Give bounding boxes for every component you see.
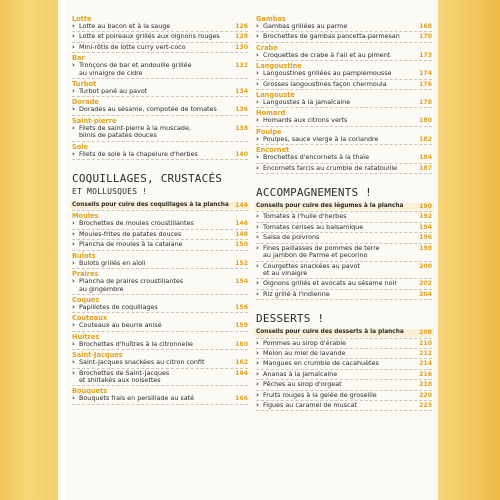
dashed-divider: [256, 107, 432, 108]
chevron-right-icon: ›: [72, 61, 75, 70]
toc-entry-page-number: 182: [419, 135, 432, 143]
toc-entry[interactable]: [256, 136, 432, 143]
toc-entry[interactable]: [256, 154, 432, 161]
toc-entry[interactable]: [72, 322, 248, 329]
toc-entry[interactable]: [256, 402, 432, 409]
toc-entry-title: Bouquets frais en persillade au saté: [79, 394, 195, 403]
toc-entry-title: Lotte au bacon et à la sauge: [79, 22, 171, 30]
toc-entry[interactable]: [256, 360, 432, 367]
category-label: Bulots: [72, 251, 96, 260]
toc-entry-page-number: 174: [419, 70, 432, 78]
toc-entry-title: Grosses langoustines façon chermoula: [263, 79, 387, 88]
toc-entry-title: Homards aux citrons verts: [263, 116, 348, 125]
toc-entry-page-number: 132: [235, 62, 248, 70]
table-of-contents-page: [66, 0, 434, 500]
toc-entry-title: Conseils pour cuire des légumes à la plancha: [256, 203, 404, 210]
toc-entry-title: Couteaux au beurre anisé: [79, 321, 162, 330]
toc-entry[interactable]: [256, 392, 432, 399]
chevron-right-icon: ›: [72, 258, 75, 267]
chevron-right-icon: ›: [256, 116, 259, 125]
dashed-divider: [72, 349, 248, 350]
toc-entry[interactable]: [256, 291, 432, 298]
chevron-right-icon: ›: [256, 380, 259, 389]
chevron-right-icon: ›: [256, 50, 259, 59]
toc-entry-title: Papillotes de coquillages: [79, 302, 158, 311]
toc-entry[interactable]: [256, 245, 432, 260]
chevron-right-icon: ›: [72, 149, 75, 158]
chevron-right-icon: ›: [256, 98, 259, 107]
dashed-divider: [256, 89, 432, 90]
chevron-right-icon: ›: [256, 79, 259, 88]
dashed-divider: [256, 144, 432, 145]
category-label: Encornet: [256, 146, 290, 155]
chevron-right-icon: ›: [72, 321, 75, 330]
chevron-right-icon: ›: [72, 42, 75, 51]
category-label: Bouquets: [72, 387, 108, 396]
toc-entry[interactable]: [72, 395, 248, 402]
toc-entry-page-number: 192: [419, 213, 432, 221]
category-label: Praires: [72, 270, 99, 279]
toc-entry-page-number: 196: [419, 234, 432, 242]
toc-entry[interactable]: [256, 340, 432, 347]
toc-entry[interactable]: [72, 23, 248, 30]
dashed-divider: [256, 42, 432, 43]
toc-entry-page-number: 146: [235, 220, 248, 228]
category-label: Langoustine: [256, 62, 302, 71]
chevron-right-icon: ›: [256, 153, 259, 162]
toc-entry-title: Langoustines grillées au pamplemousse: [263, 69, 392, 78]
section-title-desserts: DESSERTS !: [256, 312, 325, 326]
chevron-right-icon: ›: [256, 390, 259, 399]
toc-entry[interactable]: [72, 304, 248, 311]
dashed-divider: [72, 312, 248, 313]
toc-entry[interactable]: [256, 371, 432, 378]
toc-tips-entry[interactable]: [254, 329, 434, 336]
toc-entry-title: Riz grillé à l'indienne: [263, 289, 330, 298]
toc-entry-page-number: 166: [235, 395, 248, 403]
toc-entry[interactable]: [256, 350, 432, 357]
category-label: Lotte: [72, 15, 92, 23]
section-title-shellfish: [72, 172, 248, 198]
chevron-right-icon: ›: [72, 358, 75, 367]
toc-entry-page-number: 176: [419, 80, 432, 88]
dashed-divider: [72, 250, 248, 251]
toc-entry[interactable]: [256, 280, 432, 287]
toc-entry-title: Brochettes d'huîtres à la citronnelle: [79, 339, 193, 348]
toc-entry-page-number: 218: [419, 381, 432, 389]
toc-entry-page-number: 136: [235, 106, 248, 114]
dashed-divider: [256, 410, 432, 411]
chevron-right-icon: ›: [72, 22, 75, 30]
toc-entry-title: Ananas à la jamaïcaine: [263, 369, 338, 378]
toc-entry-title: Bulots grillés en aïoli: [79, 258, 146, 267]
chevron-right-icon: ›: [72, 105, 75, 114]
toc-entry[interactable]: [256, 99, 432, 106]
dashed-divider: [256, 126, 432, 127]
dashed-divider: [72, 294, 248, 295]
category-label: Saint-pierre: [72, 116, 117, 125]
toc-entry[interactable]: [256, 23, 432, 30]
category-label: Sole: [72, 142, 89, 151]
chevron-right-icon: ›: [72, 32, 75, 41]
toc-entry-title: Fruits rouges à la gelée de groseille: [263, 390, 377, 399]
toc-entry-title: Gambas grillées au parme: [263, 22, 348, 30]
chevron-right-icon: ›: [72, 394, 75, 403]
category-label: Homard: [256, 109, 286, 118]
toc-entry[interactable]: [72, 241, 248, 248]
toc-entry-title: Poulpes, sauce vierge à la coriandre: [263, 134, 379, 143]
category-label: Langouste: [256, 91, 295, 100]
chevron-right-icon: ›: [72, 277, 75, 286]
toc-entry-page-number: 214: [419, 360, 432, 368]
toc-entry-page-number: 160: [235, 340, 248, 348]
dashed-divider: [72, 159, 248, 160]
toc-entry[interactable]: [256, 224, 432, 231]
toc-entry[interactable]: [72, 370, 248, 385]
toc-entry-title: Melon au miel de lavande: [263, 348, 346, 357]
dashed-divider: [72, 96, 248, 97]
chevron-right-icon: ›: [256, 69, 259, 78]
chevron-right-icon: ›: [256, 400, 259, 409]
toc-entry[interactable]: [256, 381, 432, 388]
toc-entry-title: Brochettes de moules croustillantes: [79, 219, 194, 228]
toc-entry-title: Lotte et poireaux grillés aux oignons rouges: [79, 32, 220, 41]
toc-entry-page-number: 216: [419, 370, 432, 378]
toc-entry-page-number: 210: [419, 339, 432, 347]
toc-entry-title: Figues au caramel de muscat: [263, 400, 357, 409]
toc-entry-page-number: 184: [419, 154, 432, 162]
dashed-divider: [72, 331, 248, 332]
toc-entry-page-number: 150: [235, 241, 248, 249]
chevron-right-icon: ›: [256, 134, 259, 143]
toc-tips-entry[interactable]: [254, 203, 434, 210]
toc-entry[interactable]: [256, 117, 432, 124]
toc-entry-page-number: 162: [235, 359, 248, 367]
chevron-right-icon: ›: [72, 219, 75, 228]
toc-entry-page-number: 194: [419, 223, 432, 231]
toc-entry[interactable]: [72, 278, 248, 293]
toc-entry-page-number: 190: [419, 203, 432, 211]
toc-entry-page-number: 204: [419, 290, 432, 298]
toc-tips-entry[interactable]: [70, 202, 250, 209]
toc-entry[interactable]: [256, 213, 432, 220]
toc-entry-title: Tronçons de bar et andouille grillée au vinaigre de cidre: [79, 61, 192, 77]
toc-entry[interactable]: [72, 62, 248, 77]
toc-entry-title: Tomates cerises au balsamique: [263, 222, 364, 231]
toc-entry-title: Dorades au sésame, compotée de tomates: [79, 105, 217, 114]
toc-entry[interactable]: [72, 44, 248, 51]
chevron-right-icon: ›: [256, 279, 259, 288]
toc-entry-page-number: 128: [235, 33, 248, 41]
chevron-right-icon: ›: [256, 32, 259, 41]
category-label: Couteaux: [72, 314, 108, 323]
chevron-right-icon: ›: [256, 233, 259, 242]
toc-entry-page-number: 198: [419, 244, 432, 252]
dashed-divider: [256, 173, 432, 174]
chevron-right-icon: ›: [72, 240, 75, 249]
toc-entry-page-number: 170: [419, 33, 432, 41]
toc-entry-page-number: 187: [419, 164, 432, 172]
toc-entry[interactable]: [72, 231, 248, 238]
section-title: COQUILLAGES, CRUSTACÉS: [72, 172, 223, 186]
chevron-right-icon: ›: [72, 302, 75, 311]
chevron-right-icon: ›: [256, 212, 259, 221]
toc-entry-page-number: 168: [419, 23, 432, 30]
toc-entry-page-number: 130: [235, 43, 248, 51]
chevron-right-icon: ›: [256, 348, 259, 357]
toc-entry-title: Tomates à l'huile d'herbes: [263, 212, 347, 221]
toc-entry[interactable]: [256, 263, 432, 278]
toc-entry[interactable]: [72, 359, 248, 366]
toc-entry-title: Conseils pour cuire des desserts à la plancha: [256, 329, 404, 336]
toc-entry-page-number: 159: [235, 322, 248, 330]
toc-entry-page-number: 202: [419, 280, 432, 288]
toc-entry-page-number: 178: [419, 99, 432, 107]
category-label: Gambas: [256, 15, 286, 23]
toc-entry-title: Plancha de moules à la catalane: [79, 240, 183, 249]
toc-entry-title: Encornets farcis au crumble de ratatouille: [263, 163, 398, 172]
dashed-divider: [72, 210, 248, 211]
shellfish-list: [72, 202, 248, 405]
book-edge-left: [0, 0, 58, 500]
toc-entry[interactable]: [72, 341, 248, 348]
toc-entry-page-number: 173: [419, 51, 432, 59]
category-label: Coques: [72, 295, 100, 304]
category-label: Bar: [72, 54, 85, 63]
toc-entry-page-number: 200: [419, 262, 432, 270]
category-label: Huîtres: [72, 332, 100, 341]
chevron-right-icon: ›: [256, 369, 259, 378]
toc-entry-title: Salsa de poivrons: [263, 233, 320, 242]
toc-entry-title: Mangues en crumble de cacahuètes: [263, 359, 379, 368]
toc-entry-page-number: 148: [235, 230, 248, 238]
toc-entry-page-number: 164: [235, 369, 248, 377]
category-label: Dorade: [72, 98, 99, 107]
toc-entry[interactable]: [256, 33, 432, 40]
section-subtitle: ET MOLLUSQUES !: [72, 187, 148, 197]
desserts-list: [256, 329, 432, 411]
category-label: Crabe: [256, 43, 278, 52]
chevron-right-icon: ›: [256, 289, 259, 298]
category-label: Turbot: [72, 80, 97, 89]
toc-entry-title: Langoustes à la jamaïcaine: [263, 98, 351, 107]
toc-entry-title: Brochettes d'encornets à la thaïe: [263, 153, 370, 162]
toc-entry[interactable]: [72, 106, 248, 113]
chevron-right-icon: ›: [72, 368, 75, 377]
dashed-divider: [72, 385, 248, 386]
toc-entry-title: Filets de saint-pierre à la muscade, blinis de patates douces: [79, 123, 191, 140]
toc-column-right: [256, 14, 432, 412]
toc-entry-title: Saint-Jacques snackées au citron confit: [79, 358, 205, 367]
book-edge-right: [438, 0, 500, 500]
toc-entry-page-number: 134: [235, 88, 248, 96]
toc-entry-page-number: 220: [419, 391, 432, 399]
toc-entry-page-number: 223: [419, 401, 432, 409]
section-title-sides: ACCOMPAGNEMENTS !: [256, 186, 372, 200]
dashed-divider: [72, 78, 248, 79]
toc-entry[interactable]: [72, 220, 248, 227]
dashed-divider: [256, 299, 432, 300]
toc-entry[interactable]: [72, 125, 248, 140]
chevron-right-icon: ›: [256, 359, 259, 368]
toc-entry-title: Turbot pané au pavot: [79, 87, 148, 96]
toc-entry-title: Mini-rôtis de lotte curry vert-coco: [79, 42, 186, 51]
toc-entry-title: Brochettes de gambas pancetta-parmesan: [263, 32, 400, 41]
toc-entry-title: Moules-frites de patates douces: [79, 229, 182, 238]
chevron-right-icon: ›: [256, 338, 259, 347]
chevron-right-icon: ›: [256, 222, 259, 231]
crustacean-list: [256, 15, 432, 174]
chevron-right-icon: ›: [256, 163, 259, 172]
toc-entry-page-number: 152: [235, 259, 248, 267]
toc-entry-page-number: 208: [419, 329, 432, 337]
toc-entry[interactable]: [72, 151, 248, 158]
toc-entry-title: Fines paillasses de pommes de terre au jambon de Parme et pecorino: [263, 243, 380, 260]
dashed-divider: [72, 52, 248, 53]
toc-entry-title: Oignons grillés et avocats au sésame noir: [263, 279, 397, 288]
toc-entry[interactable]: [72, 260, 248, 267]
toc-entry-title: Pêches au sirop d'orgeat: [263, 380, 342, 389]
dashed-divider: [256, 60, 432, 61]
toc-entry-title: Plancha de praires croustillantes au gingembre: [79, 277, 184, 293]
chevron-right-icon: ›: [72, 339, 75, 348]
toc-entry[interactable]: [256, 52, 432, 59]
sides-list: [256, 203, 432, 300]
chevron-right-icon: ›: [256, 261, 259, 270]
dashed-divider: [72, 268, 248, 269]
toc-entry-page-number: 212: [419, 349, 432, 357]
toc-entry[interactable]: [256, 165, 432, 172]
chevron-right-icon: ›: [256, 243, 259, 252]
chevron-right-icon: ›: [72, 87, 75, 96]
category-label: Saint-Jacques: [72, 351, 123, 360]
toc-entry[interactable]: [72, 88, 248, 95]
toc-entry-title: Filets de sole à la chapelure d'herbes: [79, 149, 198, 158]
toc-entry-title: Brochettes de Saint-Jacques et shiitakés aux noisettes: [79, 368, 170, 384]
toc-entry-page-number: 180: [419, 117, 432, 125]
category-label: Moules: [72, 212, 99, 221]
toc-entry[interactable]: [256, 70, 432, 77]
category-label: Poulpe: [256, 127, 282, 136]
chevron-right-icon: ›: [256, 22, 259, 30]
toc-entry-page-number: 156: [235, 303, 248, 311]
toc-column-left: [72, 14, 248, 406]
toc-entry-title: Pommes au sirop d'érable: [263, 338, 346, 347]
toc-entry[interactable]: [72, 33, 248, 40]
toc-entry-page-number: 138: [235, 124, 248, 132]
toc-entry-page-number: 144: [235, 202, 248, 210]
toc-entry-title: Croquettes de crabe à l'ail et au piment: [263, 50, 391, 59]
toc-entry[interactable]: [256, 234, 432, 241]
dashed-divider: [72, 404, 248, 405]
fish-list: [72, 15, 248, 160]
toc-entry[interactable]: [256, 81, 432, 88]
chevron-right-icon: ›: [72, 229, 75, 238]
dashed-divider: [72, 115, 248, 116]
dashed-divider: [72, 141, 248, 142]
toc-entry-page-number: 154: [235, 278, 248, 286]
toc-entry-title: Conseils pour cuire des coquillages à la plancha: [72, 202, 229, 209]
toc-entry-page-number: 140: [235, 150, 248, 158]
chevron-right-icon: ›: [72, 123, 75, 132]
toc-entry-title: Courgettes snackées au pavot et au vinaigre: [263, 261, 360, 277]
toc-entry-page-number: 126: [235, 23, 248, 30]
